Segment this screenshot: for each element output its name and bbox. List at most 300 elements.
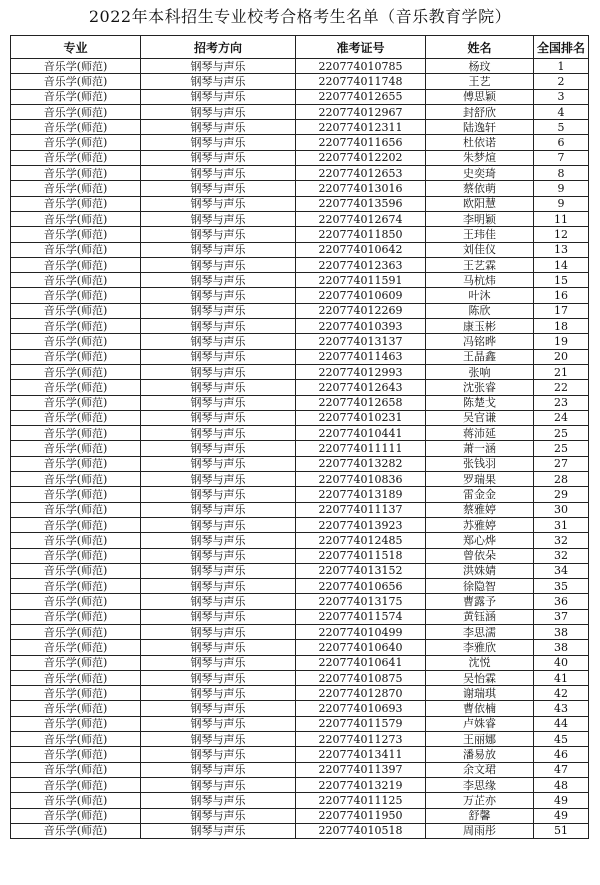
cell-name: 舒馨 bbox=[426, 808, 534, 823]
cell-major: 音乐学(师范) bbox=[11, 227, 141, 242]
cell-major: 音乐学(师范) bbox=[11, 395, 141, 410]
cell-name: 王艺 bbox=[426, 74, 534, 89]
cell-direction: 钢琴与声乐 bbox=[141, 150, 296, 165]
header-direction: 招考方向 bbox=[141, 36, 296, 59]
table-row bbox=[11, 380, 589, 395]
cell-rank: 40 bbox=[534, 655, 589, 670]
cell-exam-id: 220774010393 bbox=[296, 319, 426, 334]
cell-direction: 钢琴与声乐 bbox=[141, 701, 296, 716]
table-row bbox=[11, 487, 589, 502]
cell-exam-id: 220774011950 bbox=[296, 808, 426, 823]
cell-major: 音乐学(师范) bbox=[11, 517, 141, 532]
table-row bbox=[11, 410, 589, 425]
cell-name: 洪姝婧 bbox=[426, 563, 534, 578]
cell-direction: 钢琴与声乐 bbox=[141, 273, 296, 288]
cell-rank: 14 bbox=[534, 257, 589, 272]
cell-direction: 钢琴与声乐 bbox=[141, 426, 296, 441]
table-row bbox=[11, 319, 589, 334]
table-row bbox=[11, 303, 589, 318]
table-row bbox=[11, 793, 589, 808]
cell-name: 郑心烨 bbox=[426, 533, 534, 548]
table-row bbox=[11, 533, 589, 548]
table-row bbox=[11, 349, 589, 364]
cell-rank: 19 bbox=[534, 334, 589, 349]
cell-exam-id: 220774010441 bbox=[296, 426, 426, 441]
cell-name: 杜依诺 bbox=[426, 135, 534, 150]
cell-rank: 28 bbox=[534, 472, 589, 487]
table-row bbox=[11, 196, 589, 211]
cell-direction: 钢琴与声乐 bbox=[141, 364, 296, 379]
cell-rank: 48 bbox=[534, 777, 589, 792]
cell-name: 欧阳慧 bbox=[426, 196, 534, 211]
cell-exam-id: 220774011748 bbox=[296, 74, 426, 89]
cell-direction: 钢琴与声乐 bbox=[141, 303, 296, 318]
cell-name: 潘易放 bbox=[426, 747, 534, 762]
cell-direction: 钢琴与声乐 bbox=[141, 120, 296, 135]
cell-exam-id: 220774013923 bbox=[296, 517, 426, 532]
cell-exam-id: 220774013219 bbox=[296, 777, 426, 792]
cell-rank: 21 bbox=[534, 364, 589, 379]
table-row bbox=[11, 548, 589, 563]
cell-major: 音乐学(师范) bbox=[11, 135, 141, 150]
cell-major: 音乐学(师范) bbox=[11, 211, 141, 226]
cell-name: 王艺霖 bbox=[426, 257, 534, 272]
cell-direction: 钢琴与声乐 bbox=[141, 410, 296, 425]
header-major: 专业 bbox=[11, 36, 141, 59]
cell-exam-id: 220774011137 bbox=[296, 502, 426, 517]
cell-exam-id: 220774011125 bbox=[296, 793, 426, 808]
table-row bbox=[11, 579, 589, 594]
cell-name: 李思濡 bbox=[426, 624, 534, 639]
cell-rank: 11 bbox=[534, 211, 589, 226]
cell-name: 傅思颖 bbox=[426, 89, 534, 104]
cell-rank: 47 bbox=[534, 762, 589, 777]
cell-rank: 25 bbox=[534, 426, 589, 441]
cell-name: 冯铭晔 bbox=[426, 334, 534, 349]
cell-major: 音乐学(师范) bbox=[11, 334, 141, 349]
table-row bbox=[11, 120, 589, 135]
table-row bbox=[11, 288, 589, 303]
cell-rank: 2 bbox=[534, 74, 589, 89]
cell-name: 朱梦煊 bbox=[426, 150, 534, 165]
cell-rank: 5 bbox=[534, 120, 589, 135]
cell-rank: 4 bbox=[534, 104, 589, 119]
cell-rank: 51 bbox=[534, 823, 589, 838]
cell-name: 曹露予 bbox=[426, 594, 534, 609]
cell-exam-id: 220774013411 bbox=[296, 747, 426, 762]
cell-rank: 23 bbox=[534, 395, 589, 410]
table-row bbox=[11, 59, 589, 74]
cell-direction: 钢琴与声乐 bbox=[141, 823, 296, 838]
cell-name: 李明颖 bbox=[426, 211, 534, 226]
cell-exam-id: 220774013596 bbox=[296, 196, 426, 211]
cell-exam-id: 220774012202 bbox=[296, 150, 426, 165]
cell-direction: 钢琴与声乐 bbox=[141, 609, 296, 624]
cell-direction: 钢琴与声乐 bbox=[141, 257, 296, 272]
cell-exam-id: 220774012870 bbox=[296, 686, 426, 701]
cell-direction: 钢琴与声乐 bbox=[141, 640, 296, 655]
table-row bbox=[11, 502, 589, 517]
cell-name: 杨玟 bbox=[426, 59, 534, 74]
cell-exam-id: 220774012655 bbox=[296, 89, 426, 104]
cell-exam-id: 220774012993 bbox=[296, 364, 426, 379]
cell-major: 音乐学(师范) bbox=[11, 716, 141, 731]
cell-name: 张钱羽 bbox=[426, 456, 534, 471]
cell-major: 音乐学(师范) bbox=[11, 747, 141, 762]
cell-name: 卢姝睿 bbox=[426, 716, 534, 731]
cell-rank: 36 bbox=[534, 594, 589, 609]
cell-name: 吴官谦 bbox=[426, 410, 534, 425]
cell-exam-id: 220774010640 bbox=[296, 640, 426, 655]
cell-rank: 32 bbox=[534, 548, 589, 563]
cell-major: 音乐学(师范) bbox=[11, 89, 141, 104]
table-row bbox=[11, 456, 589, 471]
cell-rank: 12 bbox=[534, 227, 589, 242]
cell-name: 陈楚戈 bbox=[426, 395, 534, 410]
cell-rank: 49 bbox=[534, 808, 589, 823]
cell-major: 音乐学(师范) bbox=[11, 686, 141, 701]
table-row bbox=[11, 89, 589, 104]
cell-major: 音乐学(师范) bbox=[11, 441, 141, 456]
cell-rank: 22 bbox=[534, 380, 589, 395]
cell-direction: 钢琴与声乐 bbox=[141, 517, 296, 532]
cell-rank: 35 bbox=[534, 579, 589, 594]
table-row bbox=[11, 732, 589, 747]
table-row bbox=[11, 686, 589, 701]
cell-direction: 钢琴与声乐 bbox=[141, 59, 296, 74]
cell-major: 音乐学(师范) bbox=[11, 793, 141, 808]
cell-direction: 钢琴与声乐 bbox=[141, 395, 296, 410]
table-row bbox=[11, 747, 589, 762]
cell-major: 音乐学(师范) bbox=[11, 823, 141, 838]
table-row bbox=[11, 426, 589, 441]
cell-major: 音乐学(师范) bbox=[11, 640, 141, 655]
cell-exam-id: 220774011579 bbox=[296, 716, 426, 731]
cell-exam-id: 220774010518 bbox=[296, 823, 426, 838]
table-row bbox=[11, 211, 589, 226]
cell-exam-id: 220774012269 bbox=[296, 303, 426, 318]
cell-direction: 钢琴与声乐 bbox=[141, 104, 296, 119]
cell-direction: 钢琴与声乐 bbox=[141, 777, 296, 792]
cell-major: 音乐学(师范) bbox=[11, 104, 141, 119]
cell-rank: 38 bbox=[534, 640, 589, 655]
cell-direction: 钢琴与声乐 bbox=[141, 487, 296, 502]
cell-rank: 7 bbox=[534, 150, 589, 165]
cell-exam-id: 220774010499 bbox=[296, 624, 426, 639]
table-row bbox=[11, 135, 589, 150]
table-row bbox=[11, 227, 589, 242]
cell-major: 音乐学(师范) bbox=[11, 273, 141, 288]
table-row bbox=[11, 364, 589, 379]
header-name: 姓名 bbox=[426, 36, 534, 59]
cell-major: 音乐学(师范) bbox=[11, 59, 141, 74]
cell-major: 音乐学(师范) bbox=[11, 196, 141, 211]
cell-name: 万芷亦 bbox=[426, 793, 534, 808]
cell-name: 叶沐 bbox=[426, 288, 534, 303]
cell-exam-id: 220774013282 bbox=[296, 456, 426, 471]
cell-direction: 钢琴与声乐 bbox=[141, 747, 296, 762]
cell-major: 音乐学(师范) bbox=[11, 502, 141, 517]
cell-rank: 8 bbox=[534, 166, 589, 181]
cell-name: 李雅欣 bbox=[426, 640, 534, 655]
cell-name: 康玉彬 bbox=[426, 319, 534, 334]
cell-rank: 43 bbox=[534, 701, 589, 716]
cell-major: 音乐学(师范) bbox=[11, 426, 141, 441]
cell-name: 李思缘 bbox=[426, 777, 534, 792]
cell-name: 蔡依萌 bbox=[426, 181, 534, 196]
cell-direction: 钢琴与声乐 bbox=[141, 548, 296, 563]
cell-name: 徐隐智 bbox=[426, 579, 534, 594]
cell-name: 萧一涵 bbox=[426, 441, 534, 456]
cell-exam-id: 220774010609 bbox=[296, 288, 426, 303]
cell-rank: 34 bbox=[534, 563, 589, 578]
cell-direction: 钢琴与声乐 bbox=[141, 166, 296, 181]
table-row bbox=[11, 609, 589, 624]
cell-major: 音乐学(师范) bbox=[11, 288, 141, 303]
cell-major: 音乐学(师范) bbox=[11, 533, 141, 548]
table-row bbox=[11, 640, 589, 655]
cell-rank: 27 bbox=[534, 456, 589, 471]
cell-major: 音乐学(师范) bbox=[11, 655, 141, 670]
cell-name: 陈欣 bbox=[426, 303, 534, 318]
cell-name: 曹依楠 bbox=[426, 701, 534, 716]
cell-exam-id: 220774013189 bbox=[296, 487, 426, 502]
cell-exam-id: 220774011574 bbox=[296, 609, 426, 624]
table-row bbox=[11, 777, 589, 792]
cell-major: 音乐学(师范) bbox=[11, 120, 141, 135]
cell-major: 音乐学(师范) bbox=[11, 624, 141, 639]
cell-direction: 钢琴与声乐 bbox=[141, 196, 296, 211]
cell-exam-id: 220774012674 bbox=[296, 211, 426, 226]
cell-major: 音乐学(师范) bbox=[11, 319, 141, 334]
cell-rank: 16 bbox=[534, 288, 589, 303]
cell-direction: 钢琴与声乐 bbox=[141, 762, 296, 777]
cell-direction: 钢琴与声乐 bbox=[141, 579, 296, 594]
table-row bbox=[11, 472, 589, 487]
cell-name: 沈悦 bbox=[426, 655, 534, 670]
cell-rank: 20 bbox=[534, 349, 589, 364]
cell-rank: 6 bbox=[534, 135, 589, 150]
cell-direction: 钢琴与声乐 bbox=[141, 242, 296, 257]
cell-major: 音乐学(师范) bbox=[11, 670, 141, 685]
cell-name: 蒋沛延 bbox=[426, 426, 534, 441]
cell-direction: 钢琴与声乐 bbox=[141, 624, 296, 639]
cell-name: 苏雅婷 bbox=[426, 517, 534, 532]
cell-direction: 钢琴与声乐 bbox=[141, 441, 296, 456]
cell-exam-id: 220774013016 bbox=[296, 181, 426, 196]
cell-exam-id: 220774012967 bbox=[296, 104, 426, 119]
cell-exam-id: 220774010785 bbox=[296, 59, 426, 74]
cell-name: 余文珺 bbox=[426, 762, 534, 777]
cell-direction: 钢琴与声乐 bbox=[141, 670, 296, 685]
cell-rank: 3 bbox=[534, 89, 589, 104]
cell-name: 罗瑞果 bbox=[426, 472, 534, 487]
cell-rank: 17 bbox=[534, 303, 589, 318]
cell-exam-id: 220774012643 bbox=[296, 380, 426, 395]
cell-direction: 钢琴与声乐 bbox=[141, 380, 296, 395]
cell-major: 音乐学(师范) bbox=[11, 762, 141, 777]
cell-exam-id: 220774013175 bbox=[296, 594, 426, 609]
cell-exam-id: 220774012653 bbox=[296, 166, 426, 181]
cell-name: 沈张睿 bbox=[426, 380, 534, 395]
cell-name: 谢瑞琪 bbox=[426, 686, 534, 701]
cell-rank: 46 bbox=[534, 747, 589, 762]
table-row bbox=[11, 395, 589, 410]
table-row bbox=[11, 74, 589, 89]
cell-exam-id: 220774012485 bbox=[296, 533, 426, 548]
cell-direction: 钢琴与声乐 bbox=[141, 533, 296, 548]
cell-direction: 钢琴与声乐 bbox=[141, 732, 296, 747]
table-row bbox=[11, 104, 589, 119]
cell-rank: 1 bbox=[534, 59, 589, 74]
cell-major: 音乐学(师范) bbox=[11, 472, 141, 487]
table-row bbox=[11, 517, 589, 532]
cell-major: 音乐学(师范) bbox=[11, 732, 141, 747]
table-row bbox=[11, 655, 589, 670]
cell-rank: 13 bbox=[534, 242, 589, 257]
cell-rank: 30 bbox=[534, 502, 589, 517]
cell-direction: 钢琴与声乐 bbox=[141, 793, 296, 808]
cell-direction: 钢琴与声乐 bbox=[141, 456, 296, 471]
cell-direction: 钢琴与声乐 bbox=[141, 181, 296, 196]
cell-major: 音乐学(师范) bbox=[11, 181, 141, 196]
cell-name: 雷金金 bbox=[426, 487, 534, 502]
cell-direction: 钢琴与声乐 bbox=[141, 349, 296, 364]
cell-name: 刘佳仪 bbox=[426, 242, 534, 257]
cell-exam-id: 220774011397 bbox=[296, 762, 426, 777]
cell-major: 音乐学(师范) bbox=[11, 380, 141, 395]
cell-direction: 钢琴与声乐 bbox=[141, 655, 296, 670]
cell-major: 音乐学(师范) bbox=[11, 487, 141, 502]
cell-rank: 9 bbox=[534, 181, 589, 196]
cell-exam-id: 220774011656 bbox=[296, 135, 426, 150]
cell-rank: 24 bbox=[534, 410, 589, 425]
cell-exam-id: 220774013152 bbox=[296, 563, 426, 578]
cell-direction: 钢琴与声乐 bbox=[141, 716, 296, 731]
table-row bbox=[11, 273, 589, 288]
cell-major: 音乐学(师范) bbox=[11, 579, 141, 594]
cell-exam-id: 220774011463 bbox=[296, 349, 426, 364]
cell-direction: 钢琴与声乐 bbox=[141, 502, 296, 517]
cell-direction: 钢琴与声乐 bbox=[141, 227, 296, 242]
table-row bbox=[11, 242, 589, 257]
cell-major: 音乐学(师范) bbox=[11, 303, 141, 318]
table-row bbox=[11, 670, 589, 685]
cell-exam-id: 220774012311 bbox=[296, 120, 426, 135]
cell-direction: 钢琴与声乐 bbox=[141, 808, 296, 823]
table-row bbox=[11, 716, 589, 731]
cell-name: 黄钰涵 bbox=[426, 609, 534, 624]
cell-name: 史奕琦 bbox=[426, 166, 534, 181]
cell-rank: 32 bbox=[534, 533, 589, 548]
header-exam-id: 准考证号 bbox=[296, 36, 426, 59]
table-row bbox=[11, 808, 589, 823]
cell-name: 王玮佳 bbox=[426, 227, 534, 242]
cell-major: 音乐学(师范) bbox=[11, 242, 141, 257]
table-row bbox=[11, 150, 589, 165]
table-row bbox=[11, 762, 589, 777]
cell-rank: 29 bbox=[534, 487, 589, 502]
cell-name: 曾依朵 bbox=[426, 548, 534, 563]
cell-name: 吴怡霖 bbox=[426, 670, 534, 685]
cell-direction: 钢琴与声乐 bbox=[141, 89, 296, 104]
table-row bbox=[11, 334, 589, 349]
cell-name: 陆逸轩 bbox=[426, 120, 534, 135]
cell-major: 音乐学(师范) bbox=[11, 594, 141, 609]
cell-major: 音乐学(师范) bbox=[11, 150, 141, 165]
cell-exam-id: 220774013137 bbox=[296, 334, 426, 349]
cell-exam-id: 220774010641 bbox=[296, 655, 426, 670]
cell-major: 音乐学(师范) bbox=[11, 410, 141, 425]
cell-exam-id: 220774010693 bbox=[296, 701, 426, 716]
cell-direction: 钢琴与声乐 bbox=[141, 563, 296, 578]
cell-exam-id: 220774010656 bbox=[296, 579, 426, 594]
cell-direction: 钢琴与声乐 bbox=[141, 334, 296, 349]
cell-rank: 9 bbox=[534, 196, 589, 211]
cell-exam-id: 220774011518 bbox=[296, 548, 426, 563]
cell-name: 马杭炜 bbox=[426, 273, 534, 288]
cell-major: 音乐学(师范) bbox=[11, 74, 141, 89]
cell-major: 音乐学(师范) bbox=[11, 364, 141, 379]
cell-exam-id: 220774010836 bbox=[296, 472, 426, 487]
cell-direction: 钢琴与声乐 bbox=[141, 319, 296, 334]
header-rank: 全国排名 bbox=[534, 36, 589, 59]
cell-direction: 钢琴与声乐 bbox=[141, 594, 296, 609]
cell-direction: 钢琴与声乐 bbox=[141, 472, 296, 487]
candidate-table bbox=[10, 35, 589, 839]
table-row bbox=[11, 441, 589, 456]
cell-rank: 45 bbox=[534, 732, 589, 747]
cell-rank: 18 bbox=[534, 319, 589, 334]
cell-major: 音乐学(师范) bbox=[11, 609, 141, 624]
table-row bbox=[11, 594, 589, 609]
cell-major: 音乐学(师范) bbox=[11, 777, 141, 792]
cell-major: 音乐学(师范) bbox=[11, 257, 141, 272]
cell-rank: 41 bbox=[534, 670, 589, 685]
table-header-row bbox=[11, 36, 589, 59]
cell-name: 封舒欣 bbox=[426, 104, 534, 119]
cell-major: 音乐学(师范) bbox=[11, 563, 141, 578]
cell-rank: 37 bbox=[534, 609, 589, 624]
table-row bbox=[11, 257, 589, 272]
cell-direction: 钢琴与声乐 bbox=[141, 211, 296, 226]
cell-rank: 15 bbox=[534, 273, 589, 288]
cell-direction: 钢琴与声乐 bbox=[141, 288, 296, 303]
page-title: 2022年本科招生专业校考合格考生名单（音乐教育学院） bbox=[88, 7, 512, 26]
cell-name: 王丽娜 bbox=[426, 732, 534, 747]
cell-direction: 钢琴与声乐 bbox=[141, 135, 296, 150]
cell-name: 王晶鑫 bbox=[426, 349, 534, 364]
table-body bbox=[11, 59, 589, 839]
cell-exam-id: 220774012658 bbox=[296, 395, 426, 410]
cell-exam-id: 220774010642 bbox=[296, 242, 426, 257]
cell-rank: 31 bbox=[534, 517, 589, 532]
cell-exam-id: 220774011591 bbox=[296, 273, 426, 288]
cell-major: 音乐学(师范) bbox=[11, 808, 141, 823]
cell-exam-id: 220774011850 bbox=[296, 227, 426, 242]
cell-rank: 38 bbox=[534, 624, 589, 639]
cell-rank: 42 bbox=[534, 686, 589, 701]
table-row bbox=[11, 624, 589, 639]
table-row bbox=[11, 563, 589, 578]
cell-major: 音乐学(师范) bbox=[11, 701, 141, 716]
cell-direction: 钢琴与声乐 bbox=[141, 74, 296, 89]
table-row bbox=[11, 701, 589, 716]
cell-exam-id: 220774012363 bbox=[296, 257, 426, 272]
cell-name: 蔡雅婷 bbox=[426, 502, 534, 517]
cell-major: 音乐学(师范) bbox=[11, 166, 141, 181]
cell-rank: 49 bbox=[534, 793, 589, 808]
